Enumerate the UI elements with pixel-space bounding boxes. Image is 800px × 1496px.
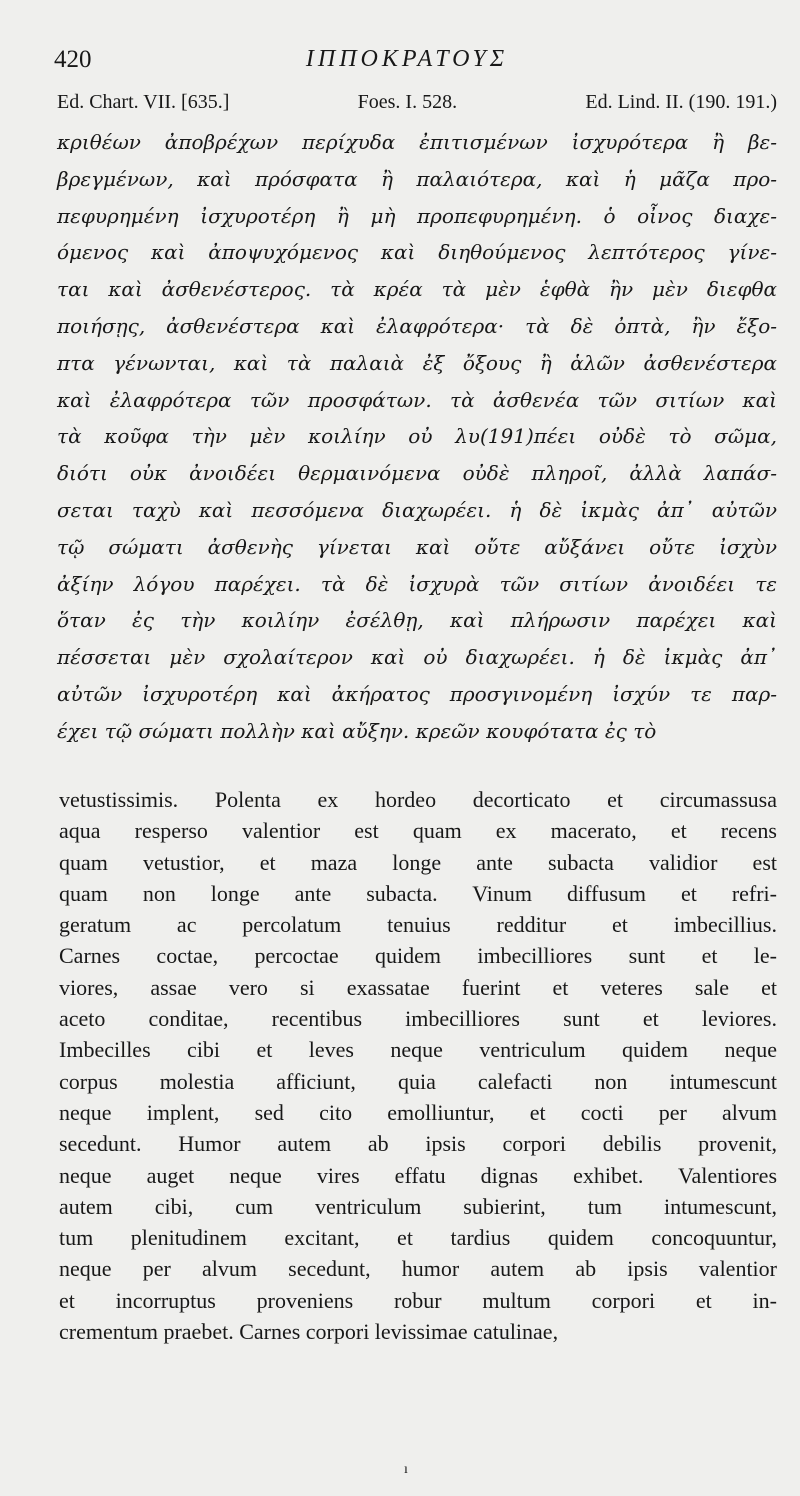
running-head bbox=[54, 46, 760, 80]
latin-text-line: viores, assae vero si exassatae fuerint et veteres sale et bbox=[59, 974, 777, 1000]
greek-text-line: τῷ σώματι ἀσθενὴς γίνεται καὶ οὔτε αὔξάνει οὔτε ἰσχὺν bbox=[57, 534, 777, 559]
latin-text-line: Carnes coctae, percoctae quidem imbecilliores sunt et le- bbox=[59, 943, 777, 969]
edition-ref-chartier: Ed. Chart. VII. [635.] bbox=[57, 91, 230, 113]
latin-text-line: neque implent, sed cito emolliuntur, et cocti per alvum bbox=[59, 1099, 777, 1125]
greek-text-line: πτα γένωνται, καὶ τὰ παλαιὰ ἐξ ὄξους ἢ ἁλῶν ἀσθενέστερα bbox=[57, 350, 777, 375]
latin-text-line: corpus molestia afficiunt, quia calefacti non intumescunt bbox=[59, 1068, 777, 1094]
greek-text-line: τὰ κοῦφα τὴν μὲν κοιλίην οὐ λυ(191)πέει οὐδὲ τὸ σῶμα, bbox=[57, 424, 777, 449]
edition-reference-line bbox=[57, 91, 777, 114]
greek-text-line: καὶ ἐλαφρότερα τῶν προσφάτων. τὰ ἀσθενέα τῶν σιτίων καὶ bbox=[57, 387, 777, 412]
latin-text-line: neque per alvum secedunt, humor autem ab ipsis valentior bbox=[59, 1256, 777, 1282]
latin-text-line: crementum praebet. Carnes corpori levissimae catulinae, bbox=[59, 1319, 559, 1345]
latin-text-line: et incorruptus proveniens robur multum corpori et in- bbox=[59, 1287, 777, 1313]
latin-text-line: neque auget neque vires effatu dignas exhibet. Valentiores bbox=[59, 1162, 777, 1188]
latin-text-line: quam non longe ante subacta. Vinum diffusum et refri- bbox=[59, 880, 777, 906]
latin-text-line: secedunt. Humor autem ab ipsis corpori debilis provenit, bbox=[59, 1131, 777, 1157]
greek-text-line: κριθέων ἀποβρέχων περίχυδα ἐπιτισμένων ἰσχυρότερα ἢ βε- bbox=[57, 130, 777, 154]
greek-text-line: αὐτῶν ἰσχυροτέρη καὶ ἀκήρατος προσγινομένη ἰσχύν τε παρ- bbox=[57, 681, 777, 706]
running-title: ΙΠΠΟΚΡΑΤΟΥΣ bbox=[305, 46, 509, 72]
latin-text-line: geratum ac percolatum tenuius redditur et imbecillius. bbox=[59, 912, 777, 938]
latin-text-block bbox=[59, 784, 777, 1347]
greek-text-line: έχει τῷ σώματι πολλὴν καὶ αὔξην. κρεῶν κουφότατα ἐς τὸ bbox=[57, 718, 657, 743]
greek-text-line: πέσσεται μὲν σχολαίτερον καὶ οὐ διαχωρέει. ἡ δὲ ἰκμὰς ἀπ᾽ bbox=[57, 645, 777, 670]
greek-text-block bbox=[57, 124, 777, 750]
latin-text-line: Imbecilles cibi et leves neque ventriculum quidem neque bbox=[59, 1037, 777, 1063]
page-number: 420 bbox=[54, 46, 92, 73]
latin-text-line: aqua resperso valentior est quam ex macerato, et recens bbox=[59, 818, 777, 844]
edition-ref-foes: Foes. I. 528. bbox=[357, 91, 458, 113]
greek-text-line: διότι οὐκ ἀνοιδέει θερμαινόμενα οὐδὲ πληροῖ, ἀλλὰ λαπάσ- bbox=[57, 461, 777, 486]
edition-ref-linden: Ed. Lind. II. (190. 191.) bbox=[585, 91, 777, 113]
greek-text-line: βρεγμένων, καὶ πρόσφατα ἢ παλαιότερα, καὶ ἡ μᾶζα προ- bbox=[57, 166, 777, 191]
greek-text-line: ἀξίην λόγου παρέχει. τὰ δὲ ἰσχυρὰ τῶν σιτίων ἀνοιδέει τε bbox=[57, 571, 777, 596]
greek-text-line: ται καὶ ἀσθενέστερος. τὰ κρέα τὰ μὲν ἑφθὰ ἢν μὲν διεφθα bbox=[57, 277, 777, 302]
greek-text-line: ποιήσῃς, ἀσθενέστερα καὶ ἐλαφρότερα· τὰ δὲ ὀπτὰ, ἢν ἔξο- bbox=[57, 313, 777, 338]
latin-text-line: aceto conditae, recentibus imbecilliores sunt et leviores. bbox=[59, 1006, 777, 1032]
greek-text-line: ὅταν ἐς τὴν κοιλίην ἐσέλθῃ, καὶ πλήρωσιν παρέχει καὶ bbox=[57, 608, 777, 633]
greek-text-line: όμενος καὶ ἀποψυχόμενος καὶ διηθούμενος λεπτότερος γίνε- bbox=[57, 240, 777, 265]
greek-text-line: πεφυρημένη ἰσχυροτέρη ἢ μὴ προπεφυρημένη. ὁ οἶνος διαχε- bbox=[57, 203, 777, 228]
latin-text-line: autem cibi, cum ventriculum subierint, tum intumescunt, bbox=[59, 1193, 777, 1219]
greek-text-line: σεται ταχὺ καὶ πεσσόμενα διαχωρέει. ἡ δὲ ἰκμὰς ἀπ᾽ αὐτῶν bbox=[57, 497, 777, 522]
footer-mark: ı bbox=[404, 1462, 408, 1477]
latin-text-line: vetustissimis. Polenta ex hordeo decorticato et circumassusa bbox=[59, 787, 777, 812]
latin-text-line: quam vetustior, et maza longe ante subacta validior est bbox=[59, 849, 777, 875]
latin-text-line: tum plenitudinem excitant, et tardius quidem concoquuntur, bbox=[59, 1225, 777, 1251]
